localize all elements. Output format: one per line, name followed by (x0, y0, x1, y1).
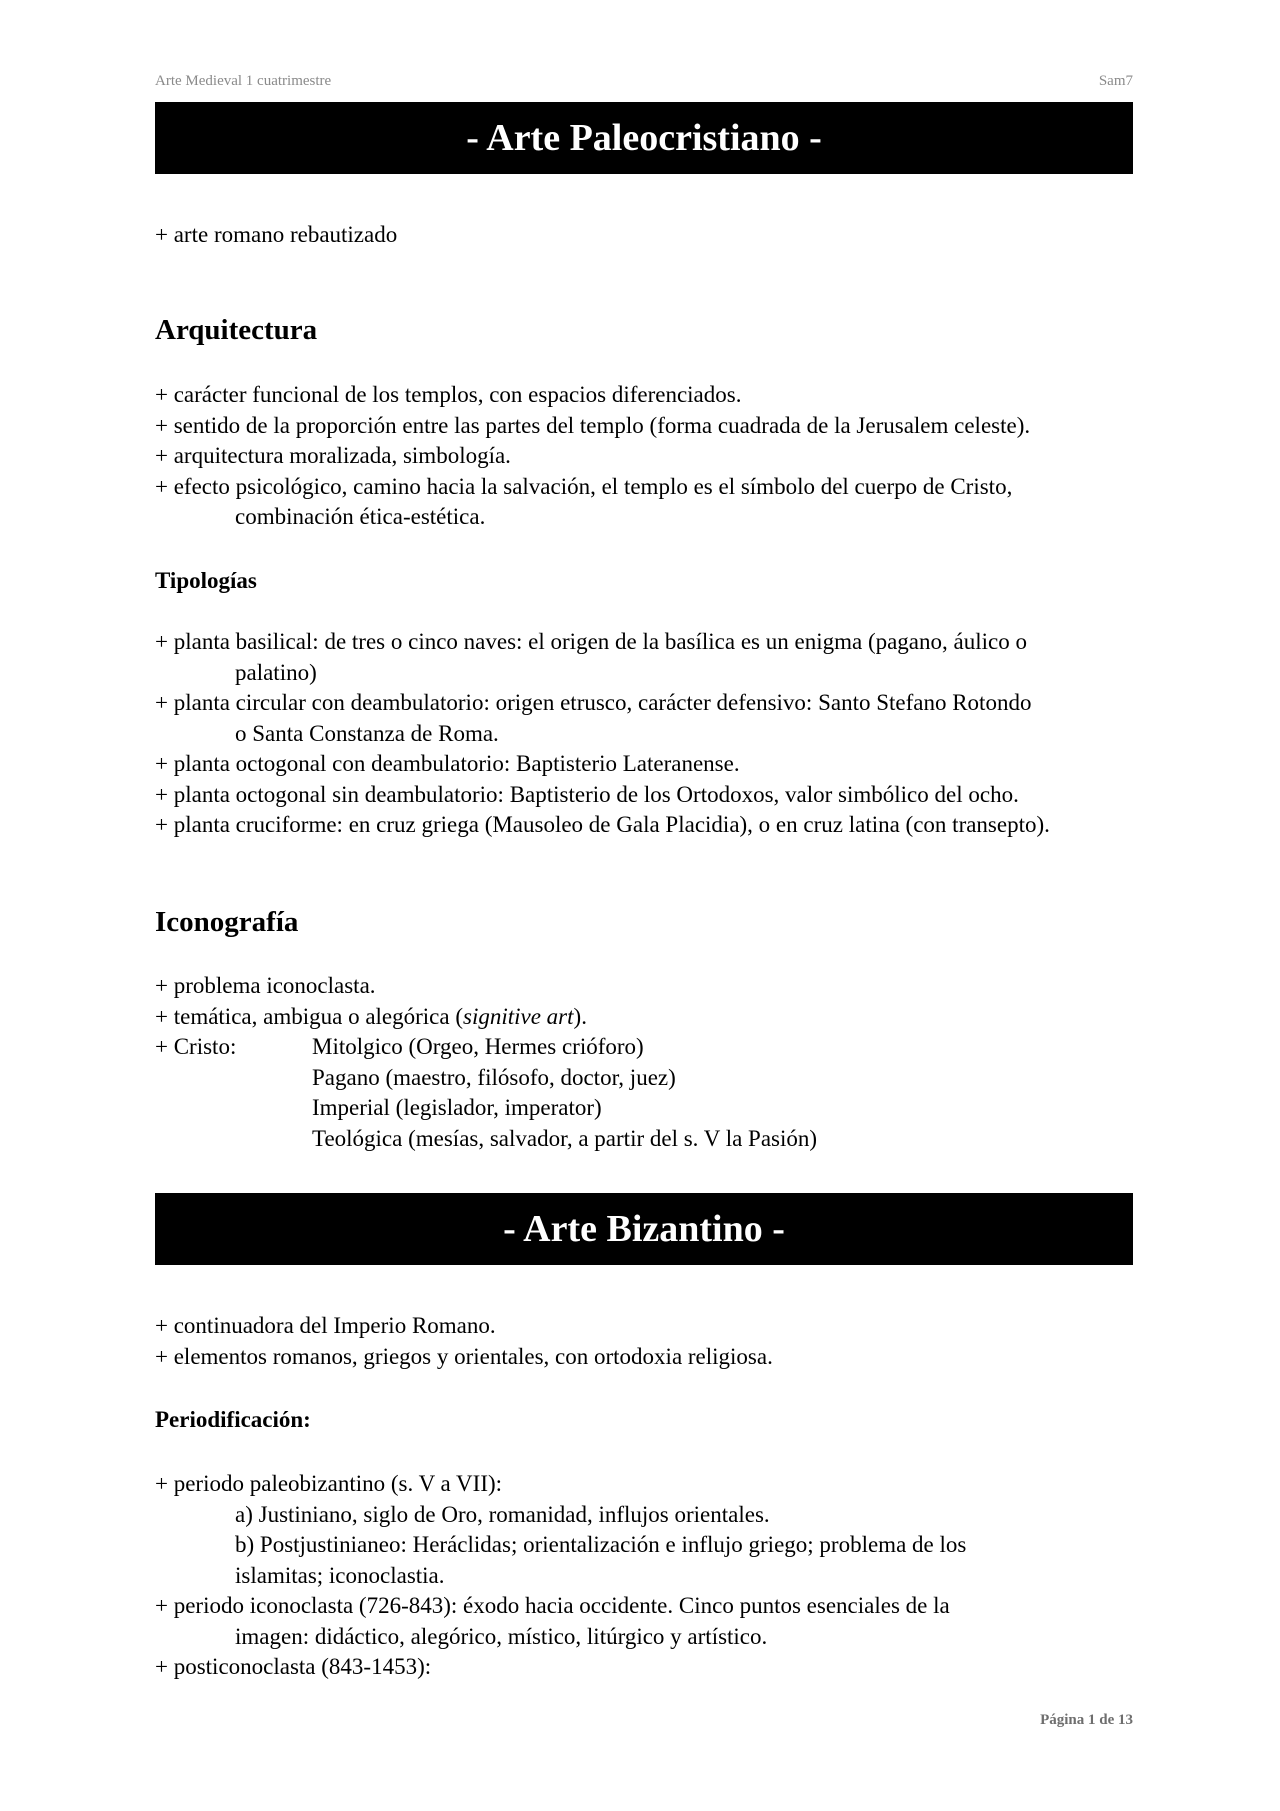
cristo-values (312, 1032, 817, 1154)
heading-arquitectura: Arquitectura (155, 314, 318, 346)
tematica-emphasis: signitive art (463, 1003, 574, 1029)
header-author: Sam7 (1098, 73, 1133, 89)
list-item: + sentido de la proporción entre las partes del templo (forma cuadrada de la Jerusalem celeste). (155, 412, 1031, 438)
list-item-continuation: imagen: didáctico, alegórico, místico, litúrgico y artístico. (235, 1623, 768, 1649)
page-number: Página 1 de 13 (1040, 1712, 1133, 1728)
list-item: + carácter funcional de los templos, con espacios diferenciados. (155, 382, 742, 407)
tipologias-list (155, 627, 1133, 841)
arquitectura-list (155, 380, 1133, 533)
periodificacion-list (155, 1469, 1133, 1683)
cristo-value: Mitolgico (Orgeo, Hermes crióforo) (312, 1034, 644, 1059)
document-page (155, 0, 1133, 1811)
list-subitem: a) Justiniano, siglo de Oro, romanidad, influjos orientales. (235, 1501, 770, 1527)
list-item: + planta octogonal sin deambulatorio: Baptisterio de los Ortodoxos, valor simbólico del ocho. (155, 781, 1019, 807)
bizantino-intro (155, 1311, 1133, 1372)
iconografia-list (155, 971, 1133, 1154)
list-item: + continuadora del Imperio Romano. (155, 1313, 496, 1338)
list-item: + problema iconoclasta. (155, 973, 376, 998)
list-item: + planta cruciforme: en cruz griega (Mausoleo de Gala Placidia), o en cruz latina (con transepto). (155, 812, 1050, 837)
list-item-continuation: combinación ética-estética. (235, 504, 486, 529)
list-item: + periodo paleobizantino (s. V a VII): (155, 1471, 503, 1496)
list-item: + posticonoclasta (843-1453): (155, 1654, 432, 1679)
list-item: + planta basilical: de tres o cinco naves: el origen de la basílica es un enigma (pagano, áulico o (155, 629, 1027, 654)
cristo-value: Imperial (legislador, imperator) (312, 1095, 602, 1120)
list-item-continuation: palatino) (235, 659, 317, 685)
list-item: + elementos romanos, griegos y orientales, con ortodoxia religiosa. (155, 1343, 773, 1369)
heading-iconografia: Iconografía (155, 906, 299, 938)
section-banner-paleocristiano: - Arte Paleocristiano - (155, 102, 1133, 174)
tematica-text: + temática, ambigua o alegórica ( (155, 1003, 463, 1029)
list-item: + arquitectura moralizada, simbología. (155, 443, 511, 468)
header-course-title: Arte Medieval 1 cuatrimestre (155, 73, 332, 89)
heading-tipologias: Tipologías (155, 568, 257, 593)
list-item-continuation: o Santa Constanza de Roma. (235, 720, 499, 746)
tematica-close: ). (573, 1003, 587, 1029)
heading-periodificacion: Periodificación: (155, 1407, 311, 1432)
cristo-value: Teológica (mesías, salvador, a partir del s. V la Pasión) (312, 1125, 818, 1151)
list-item (155, 1002, 1133, 1033)
cristo-row (155, 1032, 1133, 1154)
list-item: + efecto psicológico, camino hacia la salvación, el templo es el símbolo del cuerpo de Cristo, (155, 473, 1013, 499)
section-banner-bizantino: - Arte Bizantino - (155, 1193, 1133, 1265)
cristo-value: Pagano (maestro, filósofo, doctor, juez) (312, 1064, 676, 1090)
cristo-label: + Cristo: (155, 1034, 237, 1059)
list-item: + periodo iconoclasta (726-843): éxodo hacia occidente. Cinco puntos esenciales de la (155, 1593, 950, 1618)
list-subitem: b) Postjustinianeo: Heráclidas; orientalización e influjo griego; problema de los (235, 1532, 967, 1557)
list-item: + planta circular con deambulatorio: origen etrusco, carácter defensivo: Santo Stefano Rotondo (155, 690, 1032, 715)
list-subitem-continuation: islamitas; iconoclastia. (235, 1562, 445, 1588)
paleo-intro-line: + arte romano rebautizado (155, 222, 398, 247)
list-item: + planta octogonal con deambulatorio: Baptisterio Lateranense. (155, 751, 740, 776)
paleo-intro (155, 220, 1133, 251)
running-header (155, 73, 1133, 93)
